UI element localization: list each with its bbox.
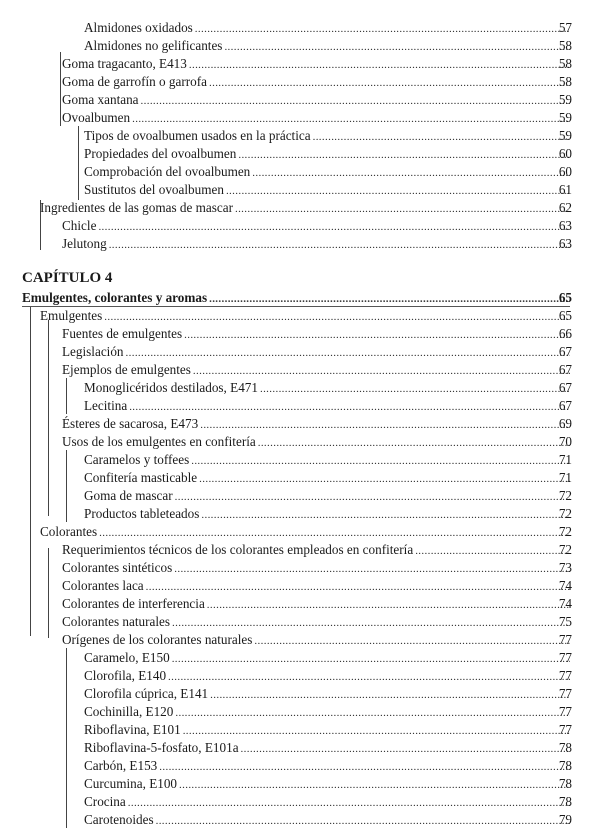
entry-title: Lecitina [84,398,128,413]
toc-entry[interactable] [62,72,572,90]
entry-page: 59 [558,110,572,125]
entry-page: 58 [558,38,572,53]
dot-leader [132,112,570,126]
entry-page: 74 [558,578,572,593]
dot-leader [241,742,570,756]
entry-title: Ovoalbumen [62,110,131,125]
entry-page: 70 [558,434,572,449]
entry-page: 58 [558,56,572,71]
dot-leader [199,472,570,486]
entry-title: Sustitutos del ovoalbumen [84,182,224,197]
toc-entry[interactable] [84,36,572,54]
toc-entry[interactable] [62,540,572,558]
dot-leader [159,760,570,774]
dot-leader [210,688,570,702]
entry-page: 69 [558,416,572,431]
entry-page: 67 [558,362,572,377]
tree-line [66,450,67,522]
entry-title: Almidones no gelificantes [84,38,223,53]
dot-leader [172,652,570,666]
toc-entry[interactable] [62,414,572,432]
tree-line [48,320,49,516]
dot-leader [260,382,570,396]
entry-page: 72 [558,542,572,557]
entry-page: 75 [558,614,572,629]
toc-entry[interactable] [84,486,572,504]
entry-page: 77 [558,632,572,647]
toc-entry[interactable] [62,234,572,252]
entry-title: Requerimientos técnicos de los colorantes empleados en confitería [62,542,414,557]
entry-title: Goma tragacanto, E413 [62,56,187,71]
chapter-heading: CAPÍTULO 4 [22,270,113,286]
entry-page: 74 [558,596,572,611]
toc-entry[interactable] [84,396,572,414]
dot-leader [224,40,570,54]
toc-entry[interactable] [84,162,572,180]
entry-title: Cochinilla, E120 [84,704,174,719]
entry-page: 58 [558,74,572,89]
entry-page: 57 [558,20,572,35]
entry-title: Carotenoides [84,812,154,827]
toc-entry[interactable] [84,810,572,828]
entry-title: Orígenes de los colorantes naturales [62,632,253,647]
dot-leader [195,22,570,36]
entry-title: Ingredientes de las gomas de mascar [40,200,233,215]
toc-entry[interactable] [62,324,572,342]
toc-entry[interactable] [62,342,572,360]
toc-entry[interactable] [84,792,572,810]
toc-entry[interactable] [84,738,572,756]
chapter-page: 65 [558,290,572,305]
entry-page: 63 [558,236,572,251]
toc-entry[interactable] [84,666,572,684]
toc-entry[interactable] [84,756,572,774]
toc-entry[interactable] [62,360,572,378]
dot-leader [168,670,570,684]
entry-page: 77 [558,722,572,737]
dot-leader [201,508,570,522]
dot-leader [252,166,570,180]
toc-entry[interactable] [84,720,572,738]
entry-page: 78 [558,794,572,809]
tree-line [78,126,79,200]
tree-line [66,378,67,414]
entry-title: Riboflavina-5-fosfato, E101a [84,740,239,755]
toc-entry[interactable] [84,180,572,198]
toc-entry[interactable] [40,306,572,324]
dot-leader [156,814,570,828]
entry-page: 67 [558,380,572,395]
toc-entry[interactable] [40,198,572,216]
entry-page: 71 [558,452,572,467]
entry-page: 77 [558,704,572,719]
entry-title: Caramelo, E150 [84,650,170,665]
entry-page: 78 [558,740,572,755]
toc-entry[interactable] [62,108,572,126]
entry-page: 65 [558,308,572,323]
toc-entry[interactable] [84,648,572,666]
dot-leader [128,796,570,810]
toc-entry[interactable] [40,522,572,540]
toc-entry[interactable] [84,468,572,486]
toc-entry[interactable] [84,144,572,162]
entry-title: Goma xantana [62,92,139,107]
dot-leader [141,94,570,108]
entry-page: 78 [558,758,572,773]
entry-page: 72 [558,524,572,539]
toc-entry[interactable] [62,54,572,72]
entry-title: Colorantes sintéticos [62,560,173,575]
dot-leader [146,580,570,594]
toc-entry[interactable] [62,558,572,576]
dot-leader [209,292,570,306]
dot-leader [99,526,570,540]
entry-title: Ejemplos de emulgentes [62,362,191,377]
entry-title: Almidones oxidados [84,20,193,35]
dot-leader [174,562,570,576]
entry-title: Riboflavina, E101 [84,722,181,737]
dot-leader [104,310,570,324]
entry-page: 60 [558,146,572,161]
dot-leader [175,490,570,504]
entry-title: Monoglicéridos destilados, E471 [84,380,258,395]
toc-entry[interactable] [84,774,572,792]
entry-title: Usos de los emulgentes en confitería [62,434,256,449]
toc-entry[interactable] [62,216,572,234]
toc-entry[interactable] [62,432,572,450]
dot-leader [200,418,570,432]
dot-leader [129,400,570,414]
toc-entry[interactable] [62,612,572,630]
entry-title: Goma de mascar [84,488,173,503]
entry-title: Carbón, E153 [84,758,158,773]
dot-leader [235,202,570,216]
entry-title: Ésteres de sacarosa, E473 [62,416,199,431]
entry-page: 67 [558,398,572,413]
entry-title: Propiedades del ovoalbumen [84,146,237,161]
entry-title: Tipos de ovoalbumen usados en la práctica [84,128,311,143]
entry-title: Clorofila cúprica, E141 [84,686,209,701]
entry-page: 66 [558,326,572,341]
entry-title: Colorantes de interferencia [62,596,205,611]
entry-title: Fuentes de emulgentes [62,326,183,341]
tree-line [60,52,61,126]
dot-leader [184,328,570,342]
entry-page: 71 [558,470,572,485]
entry-title: Colorantes [40,524,98,539]
entry-page: 59 [558,92,572,107]
tree-line [30,306,31,536]
chapter-title: Emulgentes, colorantes y aromas [22,290,208,305]
dot-leader [98,220,570,234]
entry-title: Curcumina, E100 [84,776,178,791]
entry-title: Colorantes laca [62,578,144,593]
dot-leader [126,346,570,360]
dot-leader [109,238,570,252]
toc-entry[interactable] [84,126,572,144]
entry-title: Crocina [84,794,126,809]
tree-line [66,648,67,828]
entry-title: Comprobación del ovoalbumen [84,164,251,179]
toc-entry[interactable] [62,90,572,108]
toc-entry[interactable] [84,18,572,36]
dot-leader [258,436,570,450]
dot-leader [175,706,570,720]
entry-title: Colorantes naturales [62,614,171,629]
dot-leader [179,778,570,792]
entry-title: Goma de garrofín o garrofa [62,74,207,89]
entry-page: 67 [558,344,572,359]
tree-line [48,548,49,638]
entry-page: 60 [558,164,572,179]
entry-page: 59 [558,128,572,143]
entry-page: 77 [558,668,572,683]
dot-leader [238,148,570,162]
tree-line [30,536,31,636]
entry-page: 78 [558,776,572,791]
entry-page: 77 [558,686,572,701]
dot-leader [313,130,570,144]
entry-page: 61 [558,182,572,197]
dot-leader [183,724,570,738]
entry-title: Clorofila, E140 [84,668,167,683]
toc-entry[interactable] [62,576,572,594]
entry-page: 72 [558,488,572,503]
entry-title: Legislación [62,344,124,359]
entry-title: Jelutong [62,236,107,251]
dot-leader [193,364,570,378]
entry-page: 62 [558,200,572,215]
entry-title: Caramelos y toffees [84,452,190,467]
dot-leader [191,454,570,468]
entry-title: Chicle [62,218,97,233]
dot-leader [189,58,570,72]
toc-entry[interactable] [84,702,572,720]
entry-title: Emulgentes [40,308,103,323]
toc-entry[interactable] [84,684,572,702]
dot-leader [207,598,570,612]
dot-leader [172,616,570,630]
toc-entry[interactable] [62,594,572,612]
toc-entry[interactable] [84,450,572,468]
entry-page: 63 [558,218,572,233]
dot-leader [254,634,570,648]
dot-leader [209,76,570,90]
entry-page: 72 [558,506,572,521]
toc-entry[interactable] [62,630,572,648]
dot-leader [226,184,570,198]
entry-page: 79 [558,812,572,827]
entry-title: Confitería masticable [84,470,198,485]
chapter-title-entry[interactable] [22,288,572,306]
entry-title: Productos tableteados [84,506,200,521]
entry-page: 77 [558,650,572,665]
entry-page: 73 [558,560,572,575]
toc-entry[interactable] [84,504,572,522]
toc-entry[interactable] [84,378,572,396]
